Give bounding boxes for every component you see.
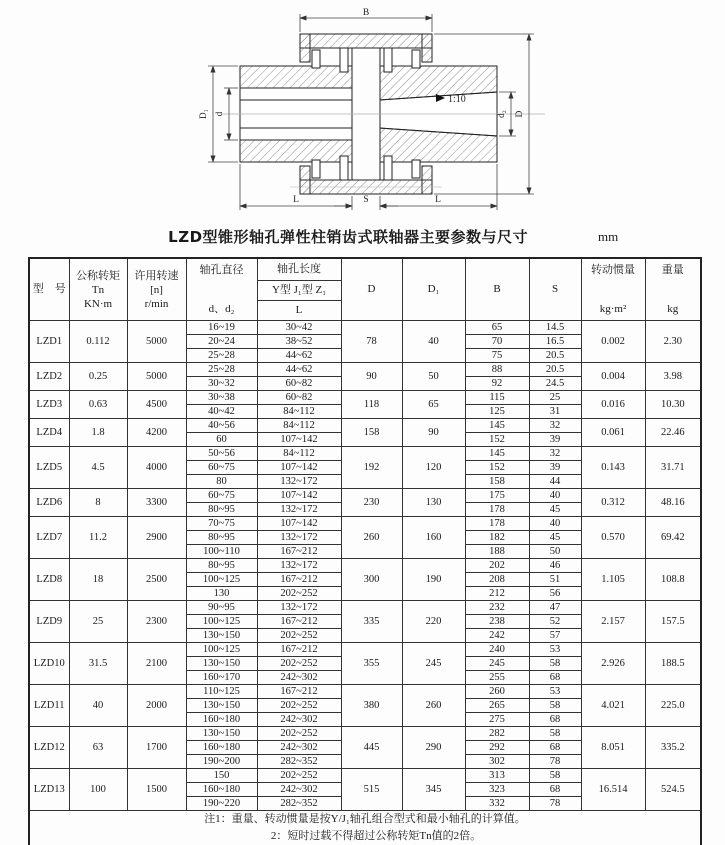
B-cell: 75: [465, 349, 529, 363]
bore-diameter-cell: 160~180: [186, 713, 257, 727]
inertia-cell: 8.051: [581, 727, 645, 769]
header-bore-length-L: L: [257, 301, 341, 321]
note-2: 2：短时过载不得超过公称转矩Tn值的2倍。: [270, 830, 482, 842]
model-cell: LZD10: [29, 643, 69, 685]
torque-cell: 63: [69, 727, 127, 769]
B-cell: 158: [465, 475, 529, 489]
bore-length-cell: 167~212: [257, 573, 341, 587]
bore-diameter-cell: 25~28: [186, 363, 257, 377]
bore-length-cell: 107~142: [257, 433, 341, 447]
bore-length-cell: 132~172: [257, 503, 341, 517]
inertia-cell: 0.570: [581, 517, 645, 559]
table-row: [29, 447, 701, 461]
dim-label-D: D: [515, 110, 525, 118]
bore-diameter-cell: 130: [186, 587, 257, 601]
bore-length-cell: 202~252: [257, 769, 341, 783]
S-cell: 58: [529, 699, 581, 713]
D1-cell: 50: [402, 363, 465, 391]
bore-length-cell: 84~112: [257, 447, 341, 461]
bore-diameter-cell: 40~56: [186, 419, 257, 433]
speed-cell: 1500: [127, 769, 186, 811]
D-cell: 118: [341, 391, 402, 419]
S-cell: 31: [529, 405, 581, 419]
weight-cell: 31.71: [645, 447, 701, 489]
taper-label: 1:10: [448, 94, 466, 105]
bore-length-cell: 44~62: [257, 349, 341, 363]
D-cell: 515: [341, 769, 402, 811]
header-D: D: [341, 258, 402, 321]
S-cell: 53: [529, 643, 581, 657]
D1-cell: 40: [402, 321, 465, 363]
S-cell: 39: [529, 461, 581, 475]
model-cell: LZD12: [29, 727, 69, 769]
B-cell: 152: [465, 433, 529, 447]
bore-length-cell: 132~172: [257, 531, 341, 545]
bore-length-cell: 107~142: [257, 517, 341, 531]
B-cell: 323: [465, 783, 529, 797]
inertia-cell: 0.061: [581, 419, 645, 447]
header-weight: 重量 kg: [645, 258, 701, 321]
D-cell: 380: [341, 685, 402, 727]
bore-length-cell: 242~302: [257, 783, 341, 797]
model-cell: LZD4: [29, 419, 69, 447]
torque-cell: 100: [69, 769, 127, 811]
B-cell: 212: [465, 587, 529, 601]
bore-diameter-cell: 130~150: [186, 657, 257, 671]
bore-length-cell: 30~42: [257, 321, 341, 335]
torque-cell: 25: [69, 601, 127, 643]
B-cell: 202: [465, 559, 529, 573]
D1-cell: 245: [402, 643, 465, 685]
S-cell: 32: [529, 447, 581, 461]
bore-length-cell: 38~52: [257, 335, 341, 349]
torque-cell: 0.63: [69, 391, 127, 419]
D-cell: 335: [341, 601, 402, 643]
header-B: B: [465, 258, 529, 321]
weight-cell: 108.8: [645, 559, 701, 601]
bore-length-cell: 60~82: [257, 377, 341, 391]
bore-length-cell: 107~142: [257, 461, 341, 475]
bore-diameter-cell: 30~38: [186, 391, 257, 405]
B-cell: 152: [465, 461, 529, 475]
D-cell: 90: [341, 363, 402, 391]
unit-label: mm: [598, 229, 619, 244]
speed-cell: 4200: [127, 419, 186, 447]
speed-cell: 2100: [127, 643, 186, 685]
D1-cell: 260: [402, 685, 465, 727]
parameters-table: [28, 257, 702, 845]
bore-diameter-cell: 60~75: [186, 461, 257, 475]
B-cell: 92: [465, 377, 529, 391]
model-cell: LZD7: [29, 517, 69, 559]
torque-cell: 4.5: [69, 447, 127, 489]
B-cell: 178: [465, 503, 529, 517]
B-cell: 238: [465, 615, 529, 629]
B-cell: 175: [465, 489, 529, 503]
inertia-cell: 0.004: [581, 363, 645, 391]
bore-diameter-cell: 100~110: [186, 545, 257, 559]
weight-cell: 157.5: [645, 601, 701, 643]
table-row: [29, 517, 701, 531]
model-cell: LZD11: [29, 685, 69, 727]
table-row: [29, 559, 701, 573]
bore-diameter-cell: 100~125: [186, 643, 257, 657]
speed-cell: 2500: [127, 559, 186, 601]
bore-diameter-cell: 60: [186, 433, 257, 447]
B-cell: 282: [465, 727, 529, 741]
weight-cell: 69.42: [645, 517, 701, 559]
torque-cell: 0.25: [69, 363, 127, 391]
table-row: [29, 601, 701, 615]
dim-label-d2: d₂: [496, 110, 506, 118]
S-cell: 45: [529, 531, 581, 545]
dim-label-d: d: [214, 111, 224, 117]
bore-diameter-cell: 190~200: [186, 755, 257, 769]
S-cell: 58: [529, 657, 581, 671]
bore-length-cell: 167~212: [257, 545, 341, 559]
B-cell: 260: [465, 685, 529, 699]
bore-diameter-cell: 80: [186, 475, 257, 489]
D1-cell: 65: [402, 391, 465, 419]
table-row: [29, 727, 701, 741]
B-cell: 232: [465, 601, 529, 615]
speed-cell: 2000: [127, 685, 186, 727]
bore-diameter-cell: 100~125: [186, 615, 257, 629]
header-inertia: 转动惯量 kg·m²: [581, 258, 645, 321]
S-cell: 57: [529, 629, 581, 643]
S-cell: 25: [529, 391, 581, 405]
speed-cell: 4500: [127, 391, 186, 419]
bore-length-cell: 202~252: [257, 727, 341, 741]
D1-cell: 290: [402, 727, 465, 769]
table-row: [29, 321, 701, 335]
S-cell: 68: [529, 713, 581, 727]
torque-cell: 40: [69, 685, 127, 727]
model-cell: LZD3: [29, 391, 69, 419]
table-row: [29, 363, 701, 377]
D-cell: 300: [341, 559, 402, 601]
D1-cell: 90: [402, 419, 465, 447]
B-cell: 115: [465, 391, 529, 405]
model-cell: LZD1: [29, 321, 69, 363]
S-cell: 40: [529, 517, 581, 531]
D-cell: 355: [341, 643, 402, 685]
bore-length-cell: 167~212: [257, 643, 341, 657]
S-cell: 20.5: [529, 363, 581, 377]
page-title: LZD型锥形轴孔弹性柱销齿式联轴器主要参数与尺寸: [168, 228, 529, 246]
speed-cell: 1700: [127, 727, 186, 769]
notes-cell: [29, 811, 701, 845]
note-1: 注1：重量、转动惯量是按Y/J₁轴孔组合型式和最小轴孔的计算值。: [204, 813, 526, 825]
torque-cell: 18: [69, 559, 127, 601]
bore-diameter-cell: 130~150: [186, 629, 257, 643]
weight-cell: 48.16: [645, 489, 701, 517]
bore-diameter-cell: 110~125: [186, 685, 257, 699]
table-row: [29, 769, 701, 783]
torque-cell: 31.5: [69, 643, 127, 685]
dimension-B: [300, 8, 432, 32]
dim-label-D1: D₁: [198, 109, 208, 119]
S-cell: 78: [529, 797, 581, 811]
bore-length-cell: 242~302: [257, 713, 341, 727]
bore-diameter-cell: 25~28: [186, 349, 257, 363]
bore-length-cell: 202~252: [257, 657, 341, 671]
S-cell: 20.5: [529, 349, 581, 363]
B-cell: 302: [465, 755, 529, 769]
bore-diameter-cell: 100~125: [186, 573, 257, 587]
S-cell: 52: [529, 615, 581, 629]
D1-cell: 130: [402, 489, 465, 517]
B-cell: 182: [465, 531, 529, 545]
S-cell: 44: [529, 475, 581, 489]
table-row: [29, 685, 701, 699]
B-cell: 88: [465, 363, 529, 377]
inertia-cell: 1.105: [581, 559, 645, 601]
bore-diameter-cell: 20~24: [186, 335, 257, 349]
bore-diameter-cell: 50~56: [186, 447, 257, 461]
B-cell: 265: [465, 699, 529, 713]
speed-cell: 4000: [127, 447, 186, 489]
notes-row: [29, 811, 701, 845]
weight-cell: 22.46: [645, 419, 701, 447]
B-cell: 208: [465, 573, 529, 587]
header-S: S: [529, 258, 581, 321]
bore-length-cell: 282~352: [257, 797, 341, 811]
speed-cell: 5000: [127, 321, 186, 363]
bore-length-cell: 132~172: [257, 475, 341, 489]
bore-length-cell: 84~112: [257, 419, 341, 433]
bore-length-cell: 167~212: [257, 615, 341, 629]
D1-cell: 345: [402, 769, 465, 811]
S-cell: 68: [529, 783, 581, 797]
B-cell: 242: [465, 629, 529, 643]
coupling-drawing: [0, 4, 725, 224]
bore-diameter-cell: 80~95: [186, 503, 257, 517]
S-cell: 45: [529, 503, 581, 517]
D-cell: 78: [341, 321, 402, 363]
bore-diameter-cell: 130~150: [186, 727, 257, 741]
D-cell: 158: [341, 419, 402, 447]
S-cell: 53: [529, 685, 581, 699]
header-speed: 许用转速 [n] r/min: [127, 258, 186, 321]
D1-cell: 160: [402, 517, 465, 559]
B-cell: 292: [465, 741, 529, 755]
model-cell: LZD8: [29, 559, 69, 601]
bore-diameter-cell: 150: [186, 769, 257, 783]
weight-cell: 335.2: [645, 727, 701, 769]
title-row: [0, 226, 725, 250]
bore-length-cell: 132~172: [257, 559, 341, 573]
torque-cell: 0.112: [69, 321, 127, 363]
bore-length-cell: 202~252: [257, 587, 341, 601]
bore-length-cell: 242~302: [257, 671, 341, 685]
dim-label-S: S: [363, 195, 369, 205]
B-cell: 240: [465, 643, 529, 657]
bore-diameter-cell: 60~75: [186, 489, 257, 503]
D1-cell: 120: [402, 447, 465, 489]
header-D1: D₁: [402, 258, 465, 321]
B-cell: 313: [465, 769, 529, 783]
bore-diameter-cell: 16~19: [186, 321, 257, 335]
torque-cell: 8: [69, 489, 127, 517]
B-cell: 70: [465, 335, 529, 349]
S-cell: 78: [529, 755, 581, 769]
bore-diameter-cell: 80~95: [186, 531, 257, 545]
header-bore-length: 轴孔长度: [257, 258, 341, 281]
table-row: [29, 419, 701, 433]
model-cell: LZD13: [29, 769, 69, 811]
weight-cell: 188.5: [645, 643, 701, 685]
bore-length-cell: 167~212: [257, 685, 341, 699]
torque-cell: 11.2: [69, 517, 127, 559]
weight-cell: 3.98: [645, 363, 701, 391]
torque-cell: 1.8: [69, 419, 127, 447]
S-cell: 68: [529, 671, 581, 685]
inertia-cell: 16.514: [581, 769, 645, 811]
bore-diameter-cell: 90~95: [186, 601, 257, 615]
weight-cell: 2.30: [645, 321, 701, 363]
header-model: 型 号: [29, 258, 69, 321]
B-cell: 245: [465, 657, 529, 671]
S-cell: 58: [529, 727, 581, 741]
bore-length-cell: 107~142: [257, 489, 341, 503]
inertia-cell: 4.021: [581, 685, 645, 727]
header-torque: 公称转矩 Tn KN·m: [69, 258, 127, 321]
dim-label-L-right: L: [435, 195, 441, 205]
top-sleeve: [300, 34, 432, 48]
speed-cell: 3300: [127, 489, 186, 517]
table-row: [29, 391, 701, 405]
S-cell: 14.5: [529, 321, 581, 335]
S-cell: 39: [529, 433, 581, 447]
bore-diameter-cell: 40~42: [186, 405, 257, 419]
bore-length-cell: 132~172: [257, 601, 341, 615]
bore-diameter-cell: 80~95: [186, 559, 257, 573]
model-cell: LZD6: [29, 489, 69, 517]
S-cell: 51: [529, 573, 581, 587]
D-cell: 445: [341, 727, 402, 769]
bore-diameter-cell: 160~180: [186, 783, 257, 797]
D1-cell: 190: [402, 559, 465, 601]
bore-length-cell: 202~252: [257, 629, 341, 643]
bore-diameter-cell: 160~170: [186, 671, 257, 685]
S-cell: 16.5: [529, 335, 581, 349]
S-cell: 32: [529, 419, 581, 433]
D-cell: 192: [341, 447, 402, 489]
S-cell: 56: [529, 587, 581, 601]
speed-cell: 2300: [127, 601, 186, 643]
bore-length-cell: 60~82: [257, 391, 341, 405]
header-bore-length-types: Y型 J₁型 Z₁: [257, 281, 341, 301]
bore-diameter-cell: 130~150: [186, 699, 257, 713]
table-body: [29, 321, 701, 811]
bore-length-cell: 242~302: [257, 741, 341, 755]
B-cell: 178: [465, 517, 529, 531]
header-bore-diameter: 轴孔直径 d、d₂: [186, 258, 257, 321]
S-cell: 50: [529, 545, 581, 559]
S-cell: 58: [529, 769, 581, 783]
inertia-cell: 0.002: [581, 321, 645, 363]
speed-cell: 2900: [127, 517, 186, 559]
B-cell: 145: [465, 447, 529, 461]
bore-diameter-cell: 30~32: [186, 377, 257, 391]
inertia-cell: 2.926: [581, 643, 645, 685]
speed-cell: 5000: [127, 363, 186, 391]
weight-cell: 524.5: [645, 769, 701, 811]
model-cell: LZD9: [29, 601, 69, 643]
inertia-cell: 0.143: [581, 447, 645, 489]
model-cell: LZD5: [29, 447, 69, 489]
dim-label-L-left: L: [293, 195, 299, 205]
model-cell: LZD2: [29, 363, 69, 391]
B-cell: 255: [465, 671, 529, 685]
S-cell: 40: [529, 489, 581, 503]
B-cell: 188: [465, 545, 529, 559]
dim-label-B: B: [362, 8, 370, 18]
B-cell: 145: [465, 419, 529, 433]
bore-length-cell: 84~112: [257, 405, 341, 419]
inertia-cell: 0.312: [581, 489, 645, 517]
D1-cell: 220: [402, 601, 465, 643]
B-cell: 65: [465, 321, 529, 335]
S-cell: 24.5: [529, 377, 581, 391]
bore-length-cell: 202~252: [257, 699, 341, 713]
table-row: [29, 489, 701, 503]
bore-diameter-cell: 190~220: [186, 797, 257, 811]
B-cell: 125: [465, 405, 529, 419]
D-cell: 230: [341, 489, 402, 517]
bore-diameter-cell: 70~75: [186, 517, 257, 531]
B-cell: 275: [465, 713, 529, 727]
bore-length-cell: 282~352: [257, 755, 341, 769]
D-cell: 260: [341, 517, 402, 559]
S-cell: 47: [529, 601, 581, 615]
weight-cell: 10.30: [645, 391, 701, 419]
B-cell: 332: [465, 797, 529, 811]
S-cell: 46: [529, 559, 581, 573]
inertia-cell: 0.016: [581, 391, 645, 419]
bore-diameter-cell: 160~180: [186, 741, 257, 755]
weight-cell: 225.0: [645, 685, 701, 727]
bore-length-cell: 44~62: [257, 363, 341, 377]
S-cell: 68: [529, 741, 581, 755]
inertia-cell: 2.157: [581, 601, 645, 643]
table-row: [29, 643, 701, 657]
